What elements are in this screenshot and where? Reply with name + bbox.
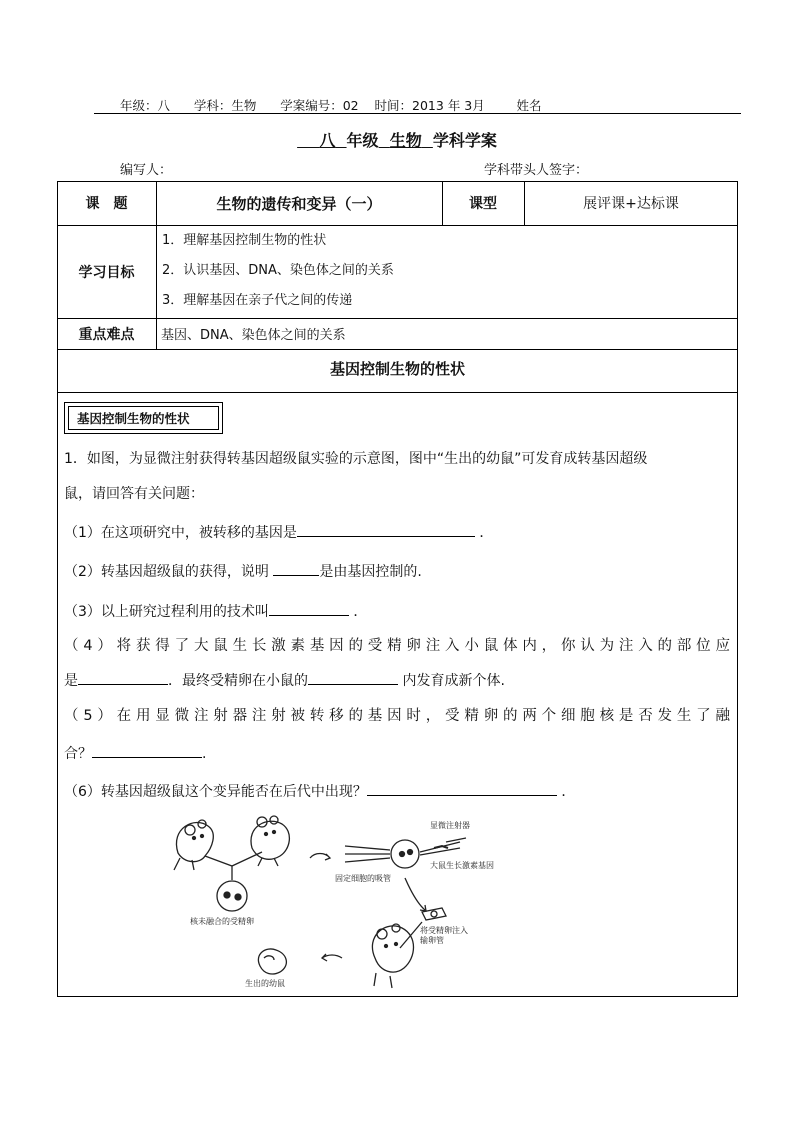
table-divider xyxy=(57,392,738,393)
header-meta-line xyxy=(94,98,741,114)
q5-answer-blank[interactable] xyxy=(92,742,202,758)
leader-sign-label: 学科带头人签字： xyxy=(484,163,589,178)
signers-row xyxy=(120,163,720,179)
cross-lines xyxy=(205,852,262,880)
title-grade-suffix: 年级 xyxy=(346,131,379,150)
page-title xyxy=(0,131,794,151)
question-4-line1: （4）将获得了大鼠生长激素基因的受精卵注入小鼠体内，你认为注入的部位应 xyxy=(64,638,730,654)
name-meta: 姓名 xyxy=(516,98,542,113)
doc-number-meta: 学案编号：02 xyxy=(280,98,359,113)
question-4-line2 xyxy=(64,669,730,691)
goals-label: 学习目标 xyxy=(78,264,135,281)
q6-text: （6）转基因超级鼠这个变异能否在后代中出现？ xyxy=(64,784,367,800)
label-inject: 将受精卵注入 xyxy=(420,926,468,935)
type-label: 课型 xyxy=(469,196,497,212)
question-intro-line2: 鼠，请回答有关问题： xyxy=(64,486,204,502)
writer-label: 编写人： xyxy=(120,163,173,178)
fertilized-egg xyxy=(217,881,247,911)
type-value: 展评课+达标课 xyxy=(583,196,679,212)
holding-pipette xyxy=(345,846,390,862)
table-divider xyxy=(57,318,738,319)
label-pipette: 固定细胞的吸管 xyxy=(335,874,391,883)
q1-text: （1）在这项研究中，被转移的基因是 xyxy=(64,525,297,541)
q4-answer-blank-1[interactable] xyxy=(78,669,168,685)
q2-answer-blank[interactable] xyxy=(273,560,319,576)
q6-answer-blank[interactable] xyxy=(367,780,557,796)
question-intro-line1: 1．如图，为显微注射获得转基因超级鼠实验的示意图，图中“生出的幼鼠”可发育成转基因超级 xyxy=(64,451,648,467)
q4-answer-blank-2[interactable] xyxy=(308,669,398,685)
arrow-icon xyxy=(405,878,426,911)
grade-meta: 年级：八 xyxy=(120,98,171,113)
question-2 xyxy=(64,560,730,582)
time-meta: 时间：2013 年 3月 xyxy=(374,98,485,113)
table-divider xyxy=(57,349,738,350)
section-box xyxy=(64,402,223,434)
title-suffix: 学科学案 xyxy=(432,131,497,150)
label-baby: 生出的幼鼠 xyxy=(245,979,285,988)
goal-item: 3．理解基因在亲子代之间的传递 xyxy=(162,293,353,308)
title-grade: 八 xyxy=(319,131,336,150)
q5-start: 合？ xyxy=(64,746,92,762)
question-1 xyxy=(64,521,730,543)
topic-value: 生物的遗传和变异（一） xyxy=(216,194,382,213)
q1-answer-blank[interactable] xyxy=(297,521,475,537)
q3-answer-blank[interactable] xyxy=(269,600,349,616)
key-label: 重点难点 xyxy=(78,326,135,343)
goal-item: 2．认识基因、DNA、染色体之间的关系 xyxy=(162,263,394,278)
q2-text: （2）转基因超级鼠的获得，说明 xyxy=(64,564,269,580)
label-injector: 显微注射器 xyxy=(430,821,470,830)
topic-label: 课 题 xyxy=(85,196,128,212)
subject-meta: 学科：生物 xyxy=(193,98,257,113)
label-gene: 大鼠生长激素基因 xyxy=(430,861,494,870)
experiment-figure xyxy=(150,808,550,993)
mouse-parent-left xyxy=(174,820,213,870)
q6-end: ． xyxy=(561,784,576,800)
section-title: 基因控制生物的性状 xyxy=(329,360,465,378)
question-3 xyxy=(64,600,730,622)
q5-end: . xyxy=(202,746,207,762)
key-value: 基因、DNA、染色体之间的关系 xyxy=(161,328,346,343)
baby-mouse xyxy=(258,949,286,974)
arrow-icon xyxy=(322,954,342,961)
injected-egg xyxy=(391,840,419,868)
q3-text: （3）以上研究过程利用的技术叫 xyxy=(64,604,269,620)
q4-start: 是 xyxy=(64,673,78,689)
arrow-icon xyxy=(310,854,330,861)
q3-end: ． xyxy=(353,604,368,620)
q1-end: ． xyxy=(479,525,494,541)
q4-mid: ．最终受精卵在小鼠的 xyxy=(168,673,308,689)
section-box-label: 基因控制生物的性状 xyxy=(68,406,219,430)
q2-end: 是由基因控制的. xyxy=(319,564,422,580)
table-divider xyxy=(57,225,738,226)
question-5-line1: （5）在用显微注射器注射被转移的基因时，受精卵的两个细胞核是否发生了融 xyxy=(64,708,730,724)
question-5-line2 xyxy=(64,742,730,764)
mouse-parent-right xyxy=(251,816,289,866)
label-oviduct: 输卵管 xyxy=(420,936,444,945)
title-subject: 生物 xyxy=(389,131,422,150)
q4-end: 内发育成新个体. xyxy=(402,673,505,689)
mouse-recipient xyxy=(372,922,422,988)
label-egg: 核未融合的受精卵 xyxy=(190,917,254,926)
goal-item: 1．理解基因控制生物的性状 xyxy=(162,233,327,248)
question-6 xyxy=(64,780,730,802)
